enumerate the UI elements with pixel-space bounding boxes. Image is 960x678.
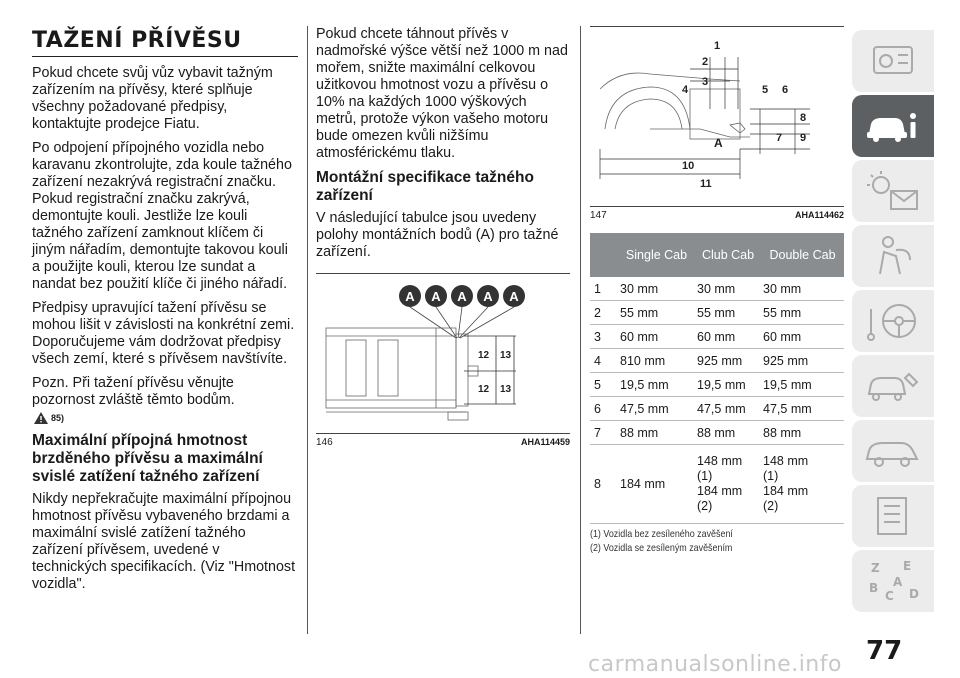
cell: 5	[590, 373, 618, 397]
cell-line: (2)	[763, 499, 779, 513]
table-row	[590, 349, 844, 373]
label-11: 11	[700, 178, 712, 190]
label-8: 8	[800, 112, 807, 124]
warning-reference	[34, 412, 298, 424]
label-5: 5	[762, 84, 769, 96]
cell-line: 148 mm	[763, 454, 809, 468]
table-row	[590, 445, 844, 524]
figure-code: AHA114459	[520, 437, 570, 447]
cell: 19,5 mm	[761, 373, 844, 397]
label-4: 4	[682, 84, 689, 96]
figure-code: AHA114462	[794, 210, 844, 220]
airbag-person-icon	[870, 234, 916, 278]
checklist-icon	[870, 494, 916, 538]
label-a: A	[457, 289, 467, 304]
column-middle	[316, 26, 570, 448]
footnote-1: (1) Vozidla bez zesíleného zavěšení	[590, 528, 733, 540]
label-a: A	[509, 289, 519, 304]
cell-line: (1)	[697, 469, 713, 483]
sidebar-tab-emergency[interactable]	[852, 355, 934, 417]
mounting-points-diagram	[316, 276, 570, 426]
paragraph-mounting: V následující tabulce jsou uvedeny polohy montážních bodů (A) pro tažné zařízení.	[316, 210, 559, 260]
paragraph-note: Pozn. Při tažení přívěsu věnujte pozornost zvláště těmto bodům.	[32, 375, 235, 408]
sidebar-tab-maintenance[interactable]	[852, 420, 934, 482]
footnote-2: (2) Vozidla se zesíleným zavěšením	[590, 542, 733, 554]
label-2: 2	[702, 56, 709, 68]
sidebar-tab-driving[interactable]	[852, 290, 934, 352]
cell: 88 mm	[695, 421, 761, 445]
cell: 55 mm	[695, 301, 761, 325]
towbar-spec-table	[590, 233, 844, 524]
dimension-13: 13	[500, 350, 512, 361]
cell: 88 mm	[618, 421, 695, 445]
cell: 60 mm	[618, 325, 695, 349]
section-heading-max-load: Maximální přípojná hmotnost brzděného přívěsu a maximální svislé zatížení tažného zařízení	[32, 432, 263, 485]
cell: 47,5 mm	[695, 397, 761, 421]
cell: 2	[590, 301, 618, 325]
cell: 810 mm	[618, 349, 695, 373]
cell: 88 mm	[761, 421, 844, 445]
label-a: A	[483, 289, 493, 304]
header-double-cab: Double Cab	[761, 233, 844, 277]
abc-index-icon	[863, 556, 923, 606]
cell: 60 mm	[695, 325, 761, 349]
cell: 19,5 mm	[695, 373, 761, 397]
car-service-icon	[863, 366, 923, 406]
label-7: 7	[776, 132, 783, 144]
sidebar-tab-car-info[interactable]	[852, 95, 934, 157]
warning-triangle-icon	[34, 412, 48, 424]
cell-line: (2)	[697, 499, 713, 513]
svg-text:C: C	[885, 589, 894, 603]
label-10: 10	[682, 160, 695, 172]
table-row	[590, 421, 844, 445]
sidebar-tab-dashboard[interactable]	[852, 30, 934, 92]
svg-text:Z: Z	[871, 561, 880, 575]
sidebar-tab-safety[interactable]	[852, 225, 934, 287]
header-single-cab: Single Cab	[618, 233, 695, 277]
cell-line: 184 mm	[763, 484, 809, 498]
figure-caption	[316, 433, 570, 448]
dimension-13: 13	[500, 384, 512, 395]
cell-multi	[761, 445, 844, 524]
table-row	[590, 277, 844, 301]
svg-text:A: A	[893, 575, 903, 589]
cell: 1	[590, 277, 618, 301]
column-right	[590, 26, 844, 555]
section-heading-mounting: Montážní specifikace tažného zařízení	[316, 169, 534, 204]
paragraph-altitude: Pokud chcete táhnout přívěs v nadmořské výšce větší než 1000 m nad mořem, snižte maximální celkovou užitkovou hmotnost vozu a přívěsu o 10% na každých 1000 výškových metrů, protože výkon vašeho motoru bude omezen kvůli nižšímu atmosférickému tlaku.	[316, 26, 568, 161]
steering-wheel-icon	[863, 299, 923, 343]
table-row	[590, 325, 844, 349]
label-a: A	[405, 289, 415, 304]
paragraph-max-load: Nikdy nepřekračujte maximální přípojnou hmotnost přívěsu vybaveného brzdami a maximální svislé zatížení tažného zařízení přívěsem, uvedené v technických specifikacích. (Viz "Hmotnost vozidla".	[32, 491, 296, 592]
column-divider	[307, 26, 308, 634]
lights-mail-icon	[863, 169, 923, 213]
watermark: carmanualsonline.info	[588, 652, 842, 677]
cell-line: 148 mm	[697, 454, 743, 468]
figure-147	[590, 26, 844, 221]
dimension-12: 12	[478, 384, 490, 395]
table-row	[590, 373, 844, 397]
cell: 19,5 mm	[618, 373, 695, 397]
warning-ref-number: 85)	[51, 413, 65, 423]
table-row	[590, 301, 844, 325]
header-club-cab: Club Cab	[695, 233, 761, 277]
chapter-sidebar	[852, 30, 934, 615]
sidebar-tab-specs[interactable]	[852, 485, 934, 547]
cell: 8	[590, 445, 618, 524]
figure-caption	[590, 206, 844, 221]
column-left	[32, 26, 298, 600]
cell: 30 mm	[695, 277, 761, 301]
svg-text:D: D	[909, 587, 919, 601]
dimension-12: 12	[478, 350, 490, 361]
table-header-blank	[590, 233, 618, 277]
cell-line: 184 mm	[697, 484, 743, 498]
sidebar-tab-lights[interactable]	[852, 160, 934, 222]
cell: 7	[590, 421, 618, 445]
column-divider	[580, 26, 581, 634]
cell: 6	[590, 397, 618, 421]
cell: 184 mm	[618, 445, 695, 524]
table-row	[590, 397, 844, 421]
towbar-side-diagram	[590, 29, 844, 199]
label-1: 1	[714, 40, 721, 52]
cell: 4	[590, 349, 618, 373]
cell: 55 mm	[761, 301, 844, 325]
label-3: 3	[702, 76, 709, 88]
paragraph-ball-removal: Po odpojení přípojného vozidla nebo karavanu zkontrolujte, zda koule tažného zařízení nezakrývá registrační značku. Pokud registrační značku zakrývá, demontujte kouli. Jestliže lze kouli tažného zařízení zamknout klíčem či jiným nářadím, demontujte takovou kouli a použijte kouli, kterou lze sundat a nandat bez použití klíče či jiného nářadí.	[32, 140, 292, 292]
cell: 60 mm	[761, 325, 844, 349]
page-number: 77	[866, 636, 903, 666]
cell: 925 mm	[695, 349, 761, 373]
cell: 30 mm	[761, 277, 844, 301]
paragraph-regulations: Předpisy upravující tažení přívěsu se mohou lišit v závislosti na konkrétní zemi. Doporučujeme vám dodržovat předpisy všech zemí, které s přívěsem navštívíte.	[32, 300, 295, 367]
mounting-point-labels	[399, 285, 525, 307]
figure-number: 147	[590, 210, 607, 221]
car-info-icon	[863, 106, 923, 146]
dashboard-icon	[870, 41, 916, 81]
figure-146	[316, 273, 570, 448]
cell: 47,5 mm	[618, 397, 695, 421]
svg-text:E: E	[903, 559, 912, 573]
cell-multi	[695, 445, 761, 524]
table-header-row	[590, 233, 844, 277]
car-side-icon	[863, 431, 923, 471]
label-6: 6	[782, 84, 789, 96]
paragraph-intro: Pokud chcete svůj vůz vybavit tažným zařízením na přívěsy, které splňuje všechny požadované předpisy, kontaktujte prodejce Fiatu.	[32, 65, 273, 132]
figure-number: 146	[316, 437, 333, 448]
cell: 3	[590, 325, 618, 349]
sidebar-tab-index[interactable]	[852, 550, 934, 612]
cell: 30 mm	[618, 277, 695, 301]
cell: 925 mm	[761, 349, 844, 373]
label-a: A	[431, 289, 441, 304]
page-title: TAŽENÍ PŘÍVĚSU	[32, 28, 298, 57]
label-9: 9	[800, 132, 807, 144]
svg-text:B: B	[869, 581, 879, 595]
cell: 55 mm	[618, 301, 695, 325]
cell: 47,5 mm	[761, 397, 844, 421]
cell-line: (1)	[763, 469, 779, 483]
label-a: A	[714, 136, 723, 150]
